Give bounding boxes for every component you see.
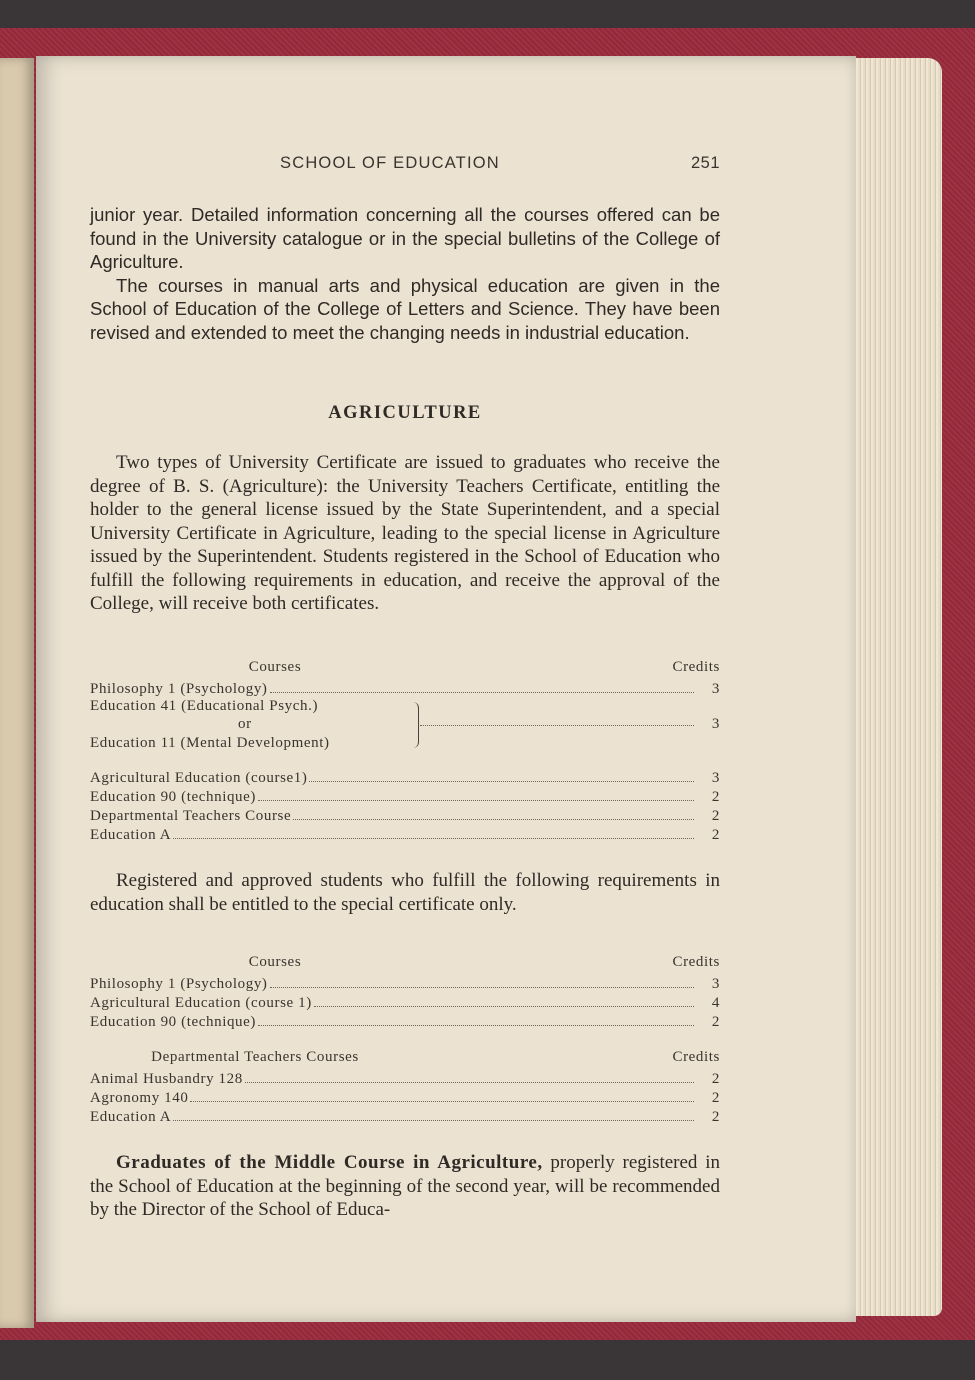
alt-course-1: Education 41 (Educational Psych.)	[90, 698, 319, 714]
courses-column-header: Departmental Teachers Courses	[151, 1049, 359, 1065]
table-row: Departmental Teachers Course 2	[90, 808, 720, 824]
courses-column-header: Courses	[248, 659, 302, 675]
intro-paragraph-1: junior year. Detailed information concerning all the courses offered can be found in the University catalogue or in the special bulletins of the College of Agriculture.	[90, 204, 720, 272]
registered-students-text	[90, 869, 720, 916]
section-heading: AGRICULTURE	[328, 403, 482, 423]
table-header	[90, 954, 720, 974]
registered-paragraph: Registered and approved students who fulfill the following requirements in education shall be entitled to the special certificate only.	[90, 870, 720, 915]
dot-leader	[420, 725, 694, 726]
alternative-courses	[90, 698, 720, 754]
header-title: SCHOOL OF EDUCATION	[280, 154, 500, 172]
middle-course-paragraph: Graduates of the Middle Course in Agriculture, properly registered in the School of Education at the beginning of the second year, will be recommended by the Director of the School of Educa-	[90, 1152, 720, 1220]
bold-lead: Graduates of the Middle Course in Agriculture,	[116, 1152, 543, 1173]
table-row: Philosophy 1 (Psychology) 3	[90, 681, 720, 697]
courses-column-header: Courses	[248, 954, 302, 970]
credits-column-header: Credits	[672, 954, 720, 970]
brace	[412, 702, 419, 748]
alt-or: or	[238, 716, 252, 732]
section-body	[90, 451, 720, 616]
table-row: Education A 2	[90, 827, 720, 843]
alt-credits: 3	[711, 716, 720, 732]
departmental-teachers-courses-table	[90, 1049, 720, 1126]
courses-table-special-certificate	[90, 954, 720, 1031]
previous-page-edge	[0, 58, 34, 1328]
table-row: Education 90 (technique) 2	[90, 1014, 720, 1030]
credits-column-header: Credits	[672, 659, 720, 675]
table-header	[90, 1049, 720, 1069]
table-row: Agricultural Education (course 1) 4	[90, 995, 720, 1011]
table-row: Agronomy 140 2	[90, 1090, 720, 1106]
dot-leader	[270, 692, 694, 693]
page-stack-edges	[848, 58, 942, 1316]
section-paragraph: Two types of University Certificate are issued to graduates who receive the degree of B. S. (Agriculture): the University Teachers Certificate, entitling the holder to the general license issued by the State Superintendent, and a special University Certificate in Agriculture, leading to the special license in Agriculture issued by the Superintendent. Students registered in the School of Education who fulfill the following requirements in education, and receive the approval of the College, will receive both certificates.	[90, 452, 720, 614]
courses-table-both-certificates	[90, 659, 720, 844]
table-header	[90, 659, 720, 679]
intro-text	[90, 203, 720, 344]
table-row: Education 90 (technique) 2	[90, 789, 720, 805]
middle-course-text	[90, 1151, 720, 1222]
credits-column-header: Credits	[672, 1049, 720, 1065]
table-row: Education A 2	[90, 1109, 720, 1125]
intro-paragraph-2: The courses in manual arts and physical education are given in the School of Education of the College of Letters and Science. They have been revised and extended to meet the changing needs in industrial education.	[90, 274, 720, 343]
page-number: 251	[690, 154, 720, 172]
table-row: Agricultural Education (course1) 3	[90, 770, 720, 786]
book-page	[36, 56, 856, 1322]
running-header	[280, 154, 720, 173]
table-row: Animal Husbandry 128 2	[90, 1071, 720, 1087]
alt-course-2: Education 11 (Mental Development)	[90, 735, 330, 751]
table-row: Philosophy 1 (Psychology) 3	[90, 976, 720, 992]
